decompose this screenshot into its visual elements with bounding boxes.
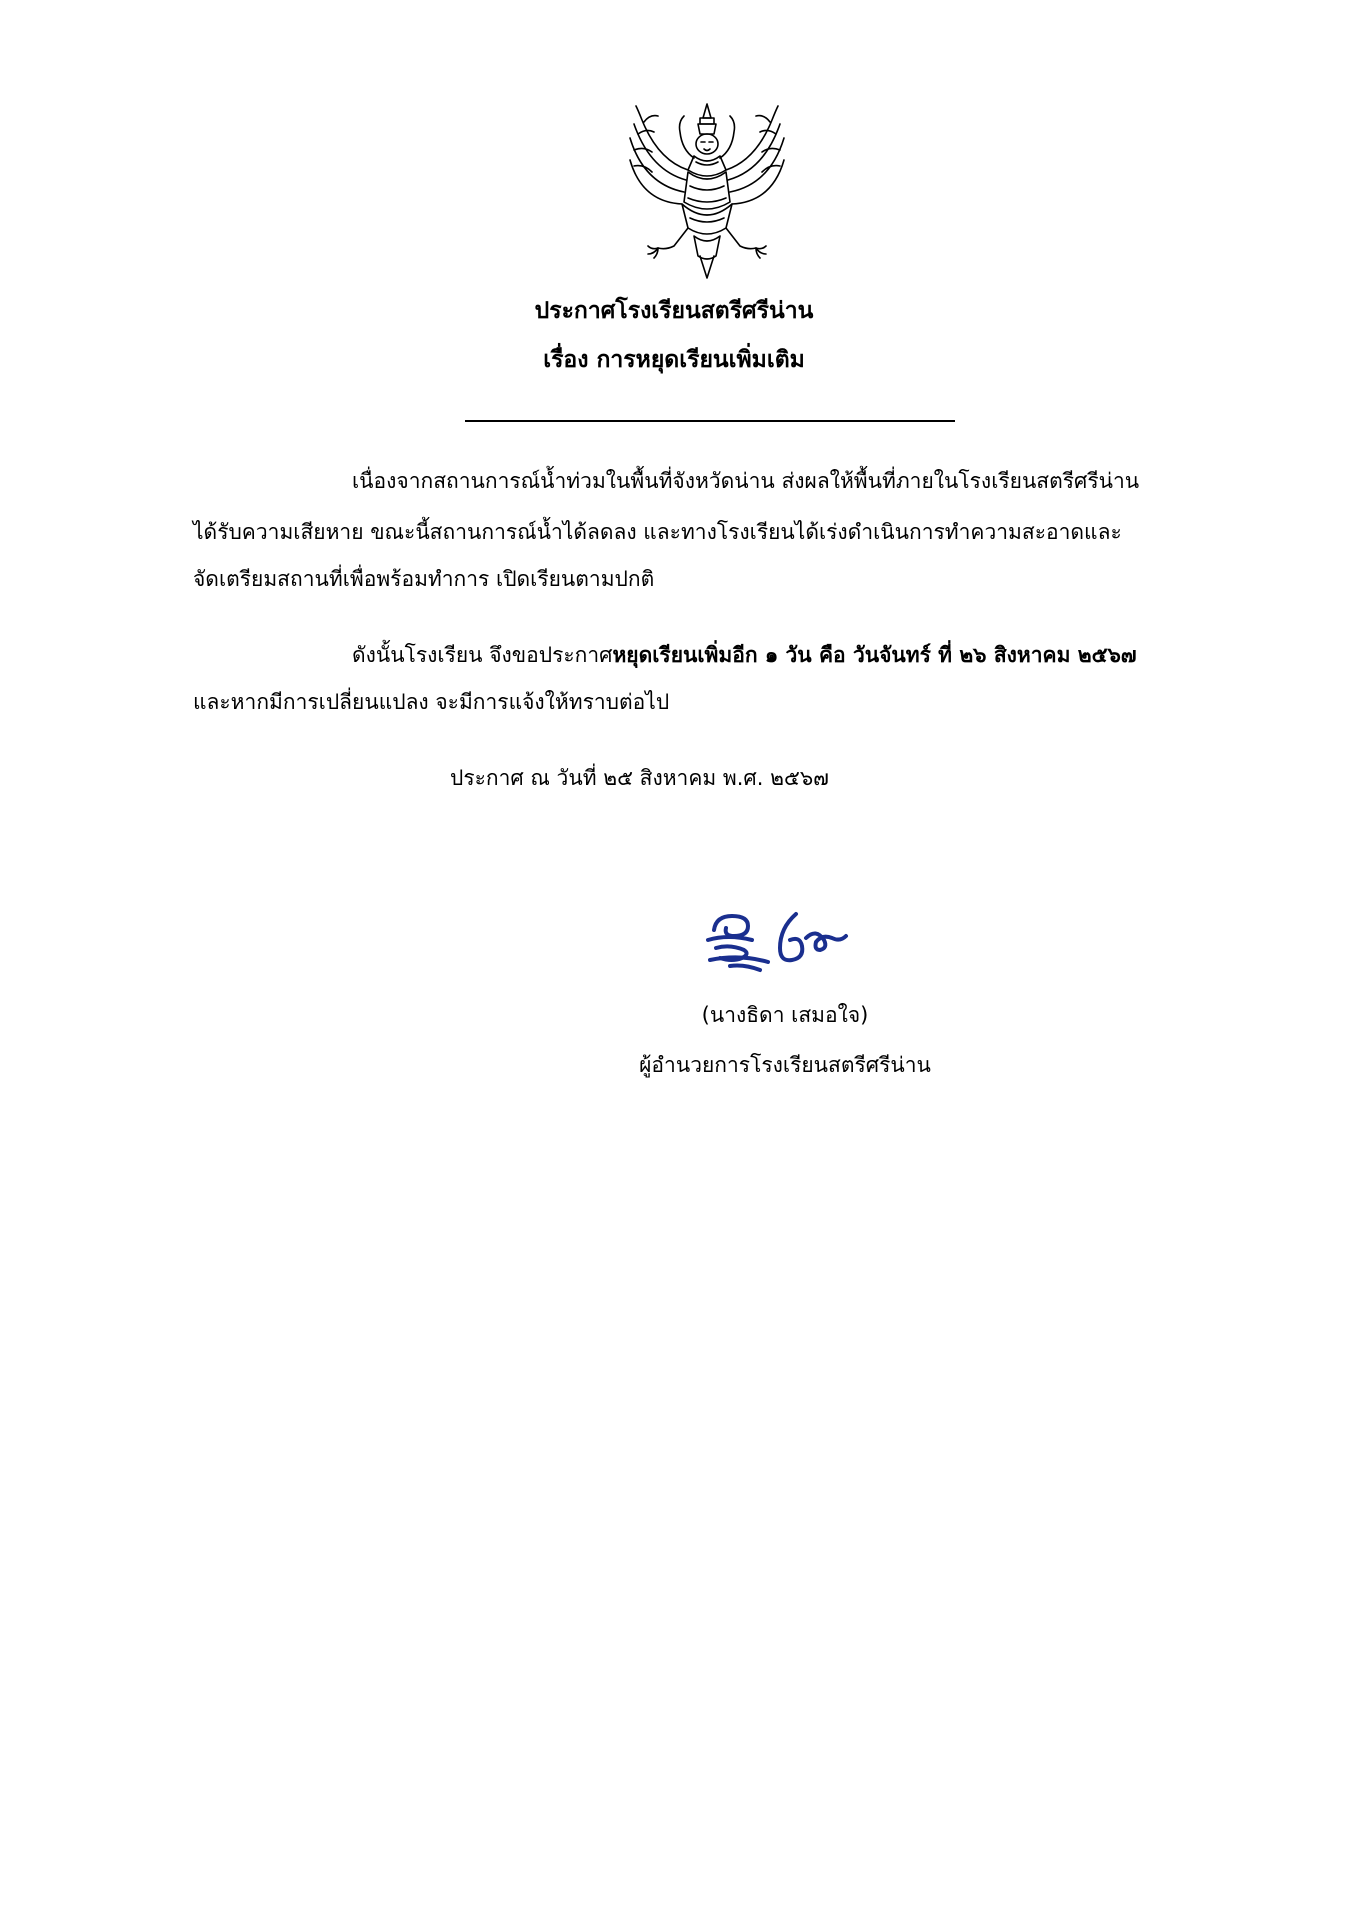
announcement-date: ประกาศ ณ วันที่ ๒๕ สิงหาคม พ.ศ. ๒๕๖๗: [450, 766, 829, 790]
body-paragraph-1-line-3: จัดเตรียมสถานที่เพื่อพร้อมทำการ เปิดเรียนตามปกติ: [193, 567, 655, 591]
signatory-position-text: ผู้อำนวยการโรงเรียนสตรีศรีน่าน: [639, 1053, 931, 1077]
body-paragraph-2-line-1: [352, 640, 1137, 670]
announcement-subject: เรื่อง การหยุดเรียนเพิ่มเติม: [543, 347, 805, 373]
announcement-title: ประกาศโรงเรียนสตรีศรีน่าน: [534, 298, 814, 324]
closure-notice: หยุดเรียนเพิ่มอีก ๑ วัน คือ วันจันทร์ ที่ ๒๖ สิงหาคม ๒๕๖๗: [612, 643, 1137, 667]
garuda-emblem-icon: [624, 100, 790, 282]
body-paragraph-1-line-1: เนื่องจากสถานการณ์น้ำท่วมในพื้นที่จังหวัดน่าน ส่งผลให้พื้นที่ภายในโรงเรียนสตรีศรีน่าน: [352, 469, 1140, 493]
body-paragraph-2-line-2: และหากมีการเปลี่ยนแปลง จะมีการแจ้งให้ทราบต่อไป: [193, 690, 670, 714]
signature-icon: [700, 900, 880, 980]
signatory-position: [595, 1050, 975, 1080]
title-divider: [465, 420, 955, 422]
signatory-name-text: (นางธิดา เสมอใจ): [701, 1003, 869, 1027]
body-paragraph-1-line-2: ได้รับความเสียหาย ขณะนี้สถานการณ์น้ำได้ลดลง และทางโรงเรียนได้เร่งดำเนินการทำความสะอาดและ: [193, 520, 1122, 544]
body-paragraph-2-text: ดังนั้นโรงเรียน จึงขอประกาศ: [352, 643, 613, 667]
signatory-name: [620, 1000, 950, 1030]
